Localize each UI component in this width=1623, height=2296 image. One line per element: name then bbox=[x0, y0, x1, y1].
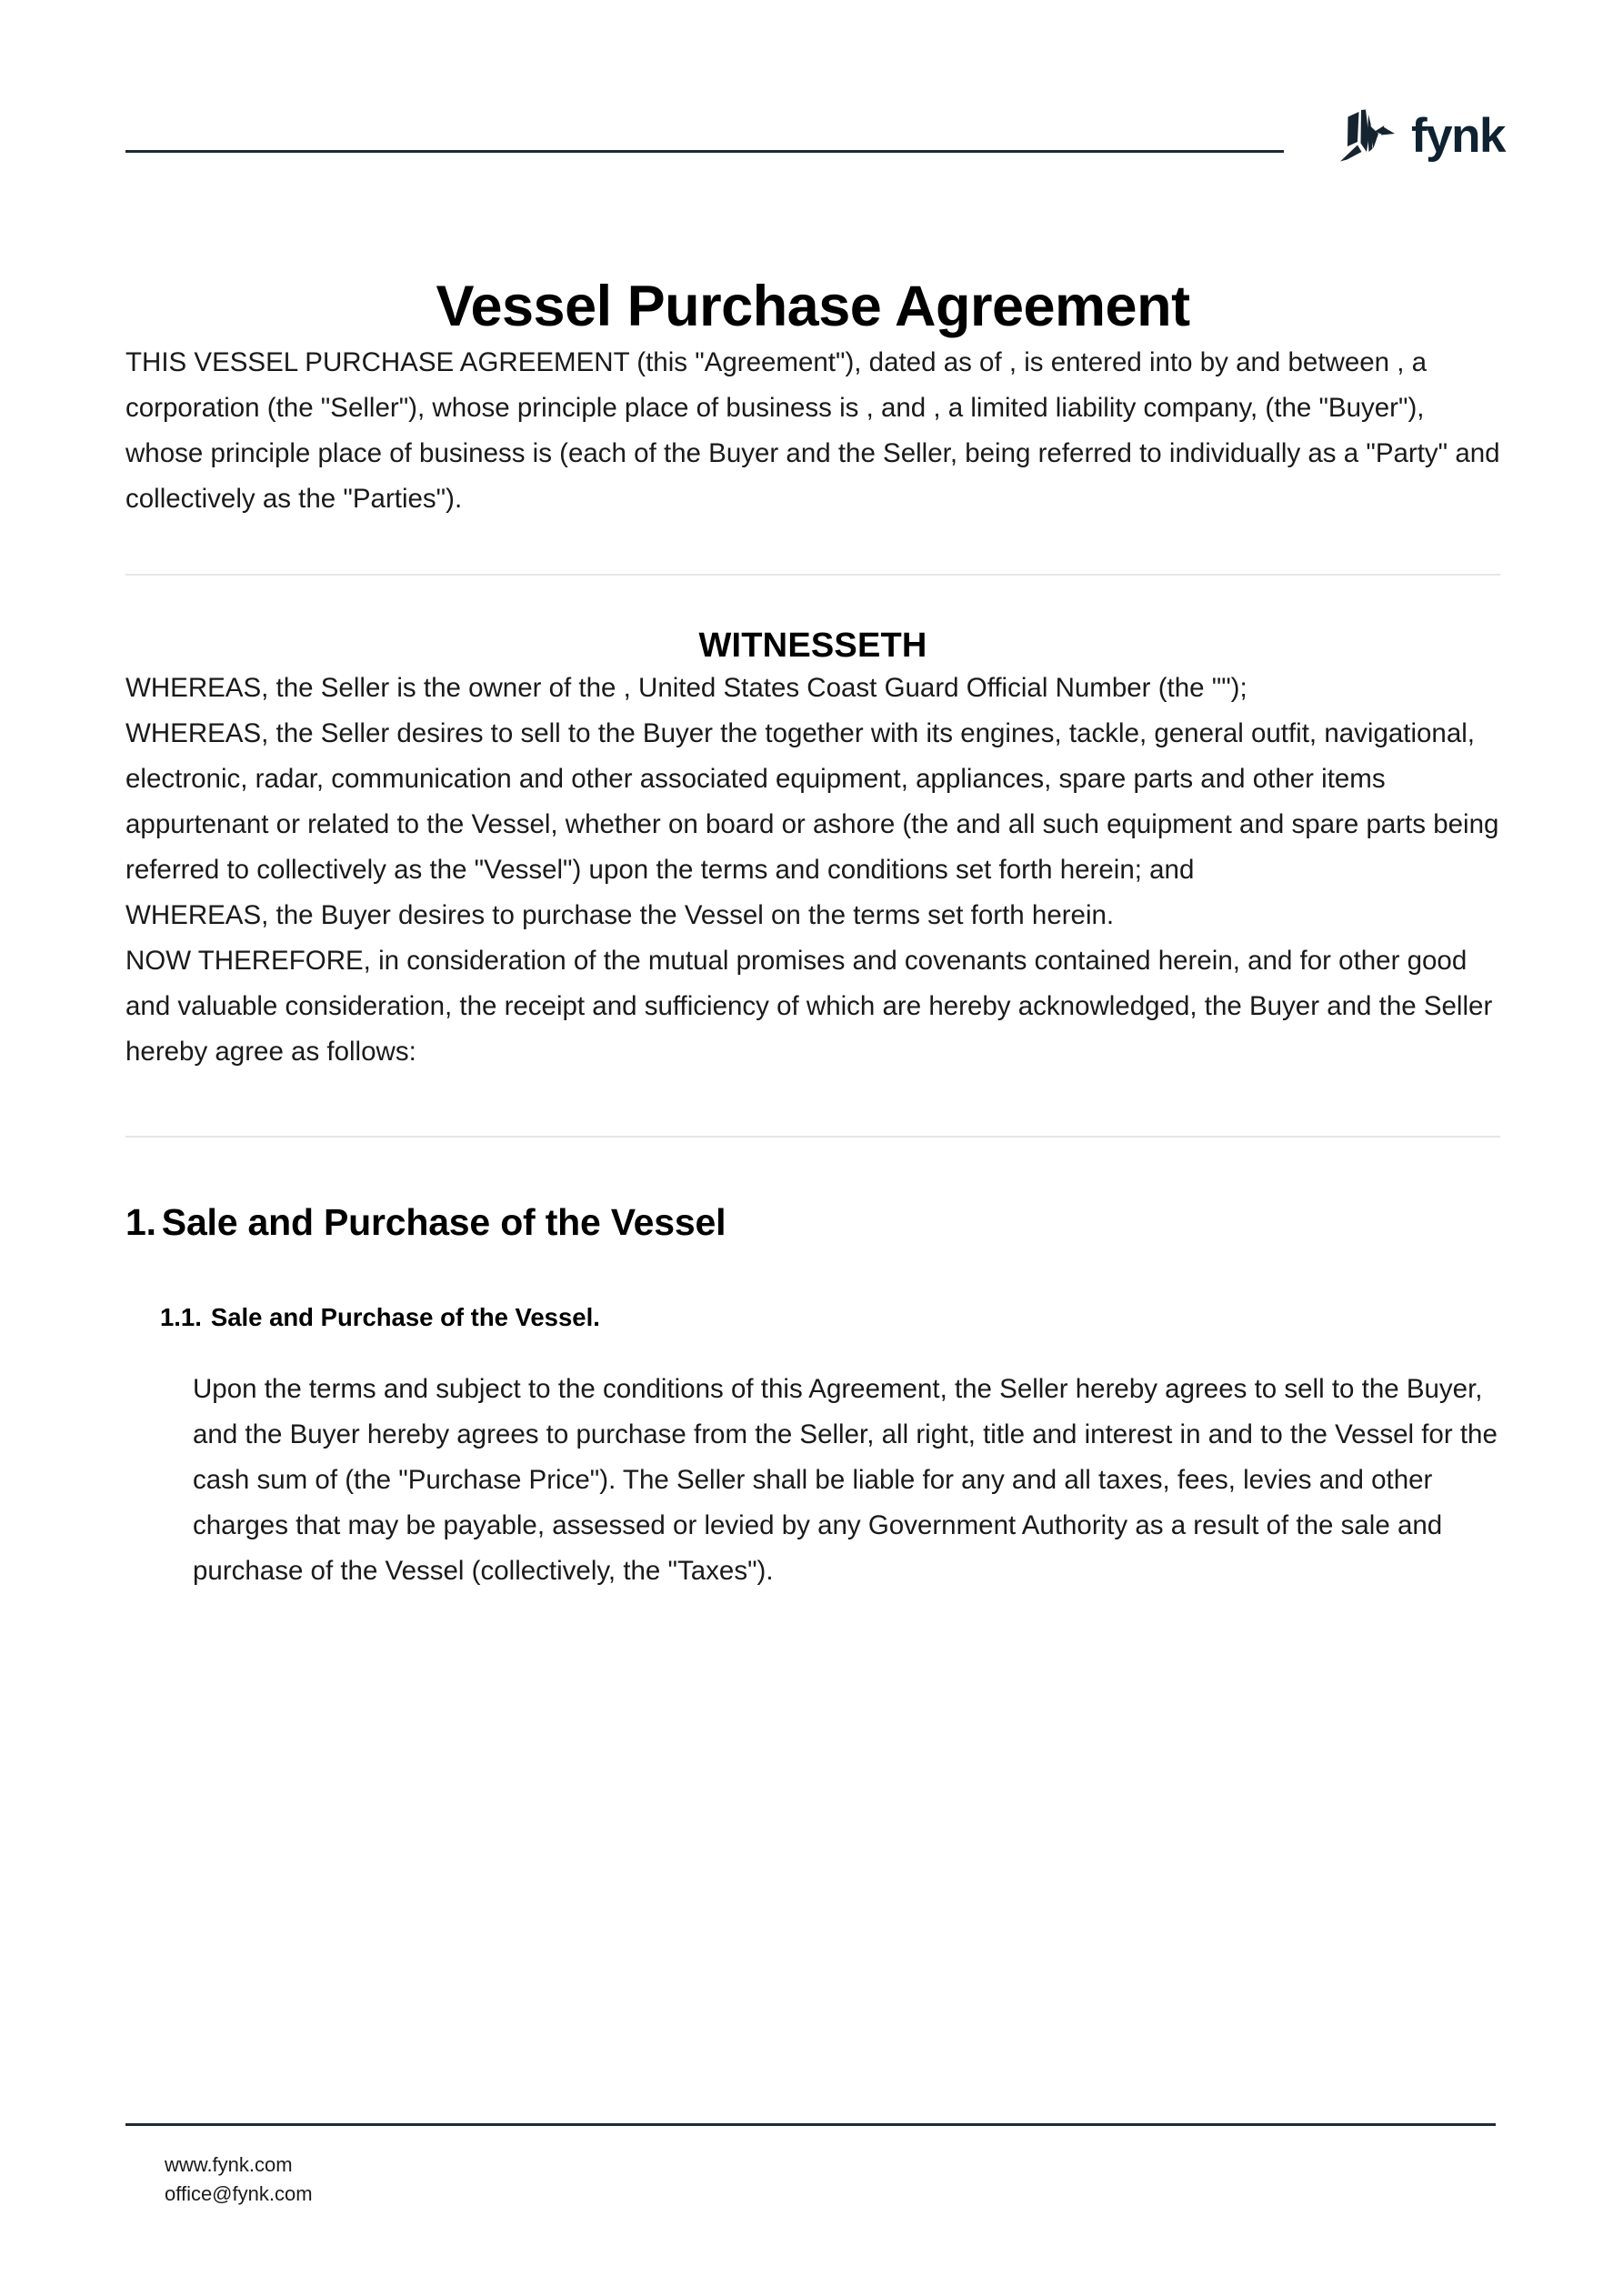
footer-email: office@fynk.com bbox=[165, 2182, 313, 2205]
recital-paragraph-2: WHEREAS, the Seller desires to sell to the Buyer the together with its engines, tackle, general outfit, navigational, electronic, radar, communication and other associated equipment, appliances, spare parts and other items appurtenant or related to the Vessel, whether on board or ashore (the and all such equipment and spare parts being referred to collectively as the "Vessel") upon the terms and conditions set forth herein; and bbox=[125, 718, 1499, 886]
brand-wordmark: fynk bbox=[1411, 108, 1505, 163]
section-title: Sale and Purchase of the Vessel bbox=[161, 1201, 726, 1244]
section-heading-1 bbox=[125, 1138, 1500, 1244]
footer-website: www.fynk.com bbox=[165, 2153, 293, 2176]
document-title: Vessel Purchase Agreement bbox=[436, 275, 1190, 338]
page-footer bbox=[125, 2123, 1496, 2296]
subsection-number: 1.1. bbox=[160, 1303, 202, 1332]
witnesseth-heading: WITNESSETH bbox=[698, 627, 927, 666]
intro-paragraph: THIS VESSEL PURCHASE AGREEMENT (this "Agreement"), dated as of , is entered into by and between , a corporation (the "Seller"), whose principle place of business is , and , a limited liability company, (the "Buyer"), whose principle place of business is (each of the Buyer and the Seller, being referred to individually as a "Party" and collectively as the "Parties"). bbox=[125, 347, 1500, 515]
now-therefore-paragraph: NOW THEREFORE, in consideration of the mutual promises and covenants contained herein, and for other good and valuable consideration, the receipt and sufficiency of which are hereby acknowledged, the Buyer and the Seller hereby agree as follows: bbox=[125, 946, 1493, 1068]
footer-divider-rule bbox=[125, 2123, 1496, 2126]
subsection-body-1-1: Upon the terms and subject to the conditions of this Agreement, the Seller hereby agrees to sell to the Buyer, and the Buyer hereby agrees to purchase from the Seller, all right, title and interest in and to the Vessel for the cash sum of (the "Purchase Price"). The Seller shall be liable for any and all taxes, fees, levies and other charges that may be payable, assessed or levied by any Government Authority as a result of the sale and purchase of the Vessel (collectively, the "Taxes"). bbox=[193, 1374, 1498, 1587]
recital-paragraph-3: WHEREAS, the Buyer desires to purchase the Vessel on the terms set forth herein. bbox=[125, 900, 1115, 931]
section-number: 1. bbox=[125, 1201, 156, 1244]
recital-paragraph-1: WHEREAS, the Seller is the owner of the , United States Coast Guard Official Number (the ""); bbox=[125, 673, 1247, 704]
subsection-heading-1-1 bbox=[160, 1303, 1500, 1332]
subsection-1-1 bbox=[125, 1303, 1500, 1594]
footer-contact bbox=[165, 2151, 313, 2209]
document-content bbox=[125, 0, 1500, 1621]
subsection-title: Sale and Purchase of the Vessel. bbox=[210, 1303, 600, 1332]
